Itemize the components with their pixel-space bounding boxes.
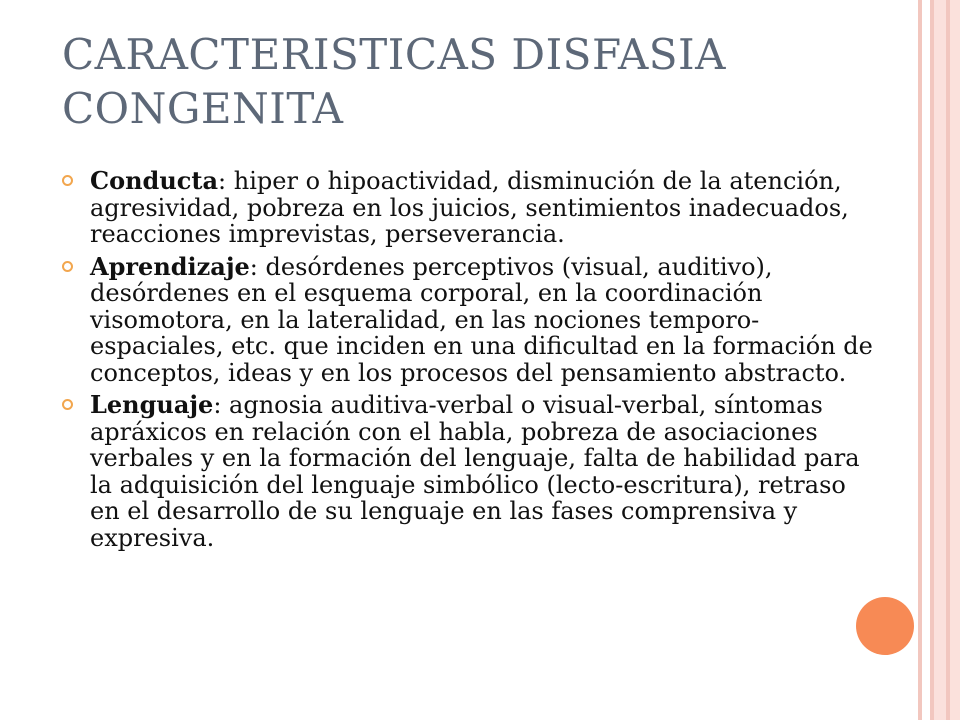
bullet-item-lenguaje xyxy=(62,392,882,551)
circle-bullet-icon xyxy=(62,399,73,410)
bullet-text: : agnosia auditiva-verbal o visual-verbal, síntomas apráxicos en relación con el habla, pobreza de asociaciones verbales y en la formación del lenguaje, falta de habilidad para la adquisición del lenguaje simbólico (lecto-escritura), retraso en el desarrollo de su lenguaje en las fases comprensiva y expresiva. xyxy=(90,391,860,552)
decorative-stripe xyxy=(922,0,930,720)
slide-title: CARACTERISTICAS DISFASIA CONGENITA xyxy=(62,30,726,133)
decorative-stripe xyxy=(950,0,960,720)
circle-bullet-icon xyxy=(62,175,73,186)
decorative-stripe xyxy=(934,0,946,720)
orange-circle-decoration xyxy=(856,597,914,655)
bullet-term: Aprendizaje xyxy=(90,251,250,281)
bullet-term: Lenguaje xyxy=(90,390,214,419)
bullet-item-aprendizaje xyxy=(62,251,882,387)
bullet-text: : hiper o hipoactividad, disminución de la atención, agresividad, pobreza en los juicios, sentimientos inadecuados, reacciones imprevistas, perseverancia. xyxy=(90,167,849,248)
bullet-item-conducta xyxy=(62,168,882,248)
bullet-term: Conducta xyxy=(90,166,219,195)
bullet-text: : desórdenes perceptivos (visual, auditivo), desórdenes en el esquema corporal, en la coordinación visomotora, en la lateralidad, en las nociones temporo-espaciales, etc. que inciden en una dificultad en la formación de conceptos, ideas y en los procesos del pensamiento abstracto. xyxy=(90,252,873,387)
bullet-list xyxy=(62,168,882,557)
circle-bullet-icon xyxy=(62,261,73,272)
